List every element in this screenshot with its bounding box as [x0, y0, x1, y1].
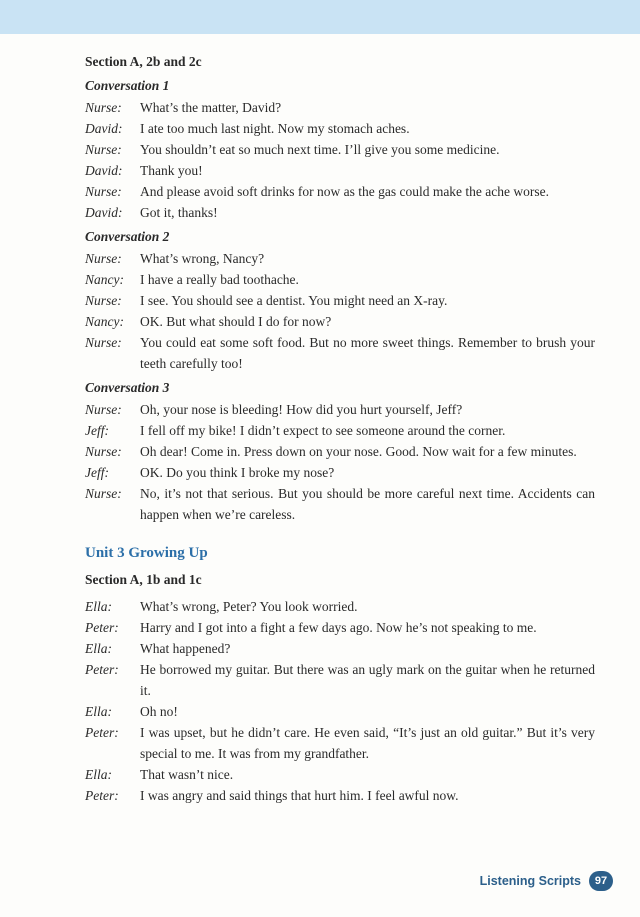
dialogue-line: [85, 420, 595, 441]
dialogue-line: [85, 248, 595, 269]
speaker: Nurse:: [85, 402, 122, 417]
speaker: Nancy:: [85, 272, 124, 287]
utterance: That wasn’t nice.: [140, 767, 234, 782]
dialogue-line: [85, 118, 595, 139]
dialogue-line: [85, 269, 595, 290]
utterance: He borrowed my guitar. But there was an ugly mark on the guitar when he returned it.: [140, 662, 595, 698]
speaker: Nancy:: [85, 314, 124, 329]
speaker: Ella:: [85, 641, 112, 656]
dialogue-line: [85, 202, 595, 223]
dialogue-line: [85, 596, 595, 617]
utterance: I ate too much last night. Now my stomach aches.: [140, 121, 410, 136]
speaker: Peter:: [85, 662, 119, 677]
utterance: I see. You should see a dentist. You might need an X-ray.: [140, 293, 448, 308]
dialogue-line: [85, 722, 595, 764]
dialogue-line: [85, 441, 595, 462]
utterance: You could eat some soft food. But no more sweet things. Remember to brush your teeth carefully too!: [140, 335, 595, 371]
conversation-title: Conversation 2: [85, 229, 170, 244]
footer-label: Listening Scripts: [479, 874, 581, 888]
conversation-block: [85, 78, 595, 223]
speaker: Peter:: [85, 788, 119, 803]
utterance: What happened?: [140, 641, 231, 656]
utterance: Oh no!: [140, 704, 178, 719]
page-footer: [480, 871, 613, 891]
dialogue-line: [85, 290, 595, 311]
conversation-title: Conversation 1: [85, 78, 170, 93]
speaker: Ella:: [85, 599, 112, 614]
speaker: David:: [85, 163, 123, 178]
speaker: Nurse:: [85, 335, 122, 350]
conversation-block: [85, 229, 595, 374]
speaker: Peter:: [85, 725, 119, 740]
conversation-block: [85, 380, 595, 525]
page-number-badge: 97: [589, 871, 613, 891]
conversation-block: [85, 596, 595, 806]
utterance: OK. Do you think I broke my nose?: [140, 465, 335, 480]
speaker: Ella:: [85, 767, 112, 782]
dialogue-line: [85, 139, 595, 160]
dialogue-line: [85, 97, 595, 118]
speaker: Jeff:: [85, 423, 109, 438]
dialogue-line: [85, 332, 595, 374]
utterance: What’s wrong, Nancy?: [140, 251, 265, 266]
dialogue-line: [85, 617, 595, 638]
unit-heading: Unit 3 Growing Up: [85, 545, 208, 561]
utterance: OK. But what should I do for now?: [140, 314, 332, 329]
speaker: David:: [85, 121, 123, 136]
utterance: I was upset, but he didn’t care. He even said, “It’s just an old guitar.” But it’s very special to me. It was from my grandfather.: [140, 725, 595, 761]
speaker: Nurse:: [85, 100, 122, 115]
dialogue-line: [85, 785, 595, 806]
utterance: What’s the matter, David?: [140, 100, 282, 115]
top-color-band: [0, 0, 640, 34]
dialogue-line: [85, 764, 595, 785]
utterance: What’s wrong, Peter? You look worried.: [140, 599, 358, 614]
speaker: Nurse:: [85, 486, 122, 501]
utterance: Got it, thanks!: [140, 205, 218, 220]
dialogue-line: [85, 462, 595, 483]
utterance: Harry and I got into a fight a few days ago. Now he’s not speaking to me.: [140, 620, 537, 635]
utterance: No, it’s not that serious. But you should be more careful next time. Accidents can happen when we’re careless.: [140, 486, 595, 522]
utterance: I fell off my bike! I didn’t expect to see someone around the corner.: [140, 423, 506, 438]
page-content: [85, 54, 595, 806]
dialogue-line: [85, 701, 595, 722]
conversation-title: Conversation 3: [85, 380, 170, 395]
dialogue-line: [85, 160, 595, 181]
speaker: Peter:: [85, 620, 119, 635]
dialogue-line: [85, 483, 595, 525]
speaker: Nurse:: [85, 444, 122, 459]
section-heading: Section A, 2b and 2c: [85, 54, 202, 69]
utterance: I have a really bad toothache.: [140, 272, 299, 287]
speaker: David:: [85, 205, 123, 220]
utterance: And please avoid soft drinks for now as the gas could make the ache worse.: [140, 184, 550, 199]
speaker: Ella:: [85, 704, 112, 719]
unit-section-heading: Section A, 1b and 1c: [85, 572, 202, 587]
dialogue-line: [85, 638, 595, 659]
speaker: Jeff:: [85, 465, 109, 480]
utterance: Oh, your nose is bleeding! How did you hurt yourself, Jeff?: [140, 402, 463, 417]
utterance: Thank you!: [140, 163, 203, 178]
speaker: Nurse:: [85, 184, 122, 199]
dialogue-line: [85, 181, 595, 202]
dialogue-line: [85, 311, 595, 332]
speaker: Nurse:: [85, 251, 122, 266]
dialogue-line: [85, 659, 595, 701]
utterance: I was angry and said things that hurt him. I feel awful now.: [140, 788, 459, 803]
speaker: Nurse:: [85, 142, 122, 157]
dialogue-line: [85, 399, 595, 420]
utterance: Oh dear! Come in. Press down on your nose. Good. Now wait for a few minutes.: [140, 444, 577, 459]
speaker: Nurse:: [85, 293, 122, 308]
utterance: You shouldn’t eat so much next time. I’ll give you some medicine.: [140, 142, 500, 157]
